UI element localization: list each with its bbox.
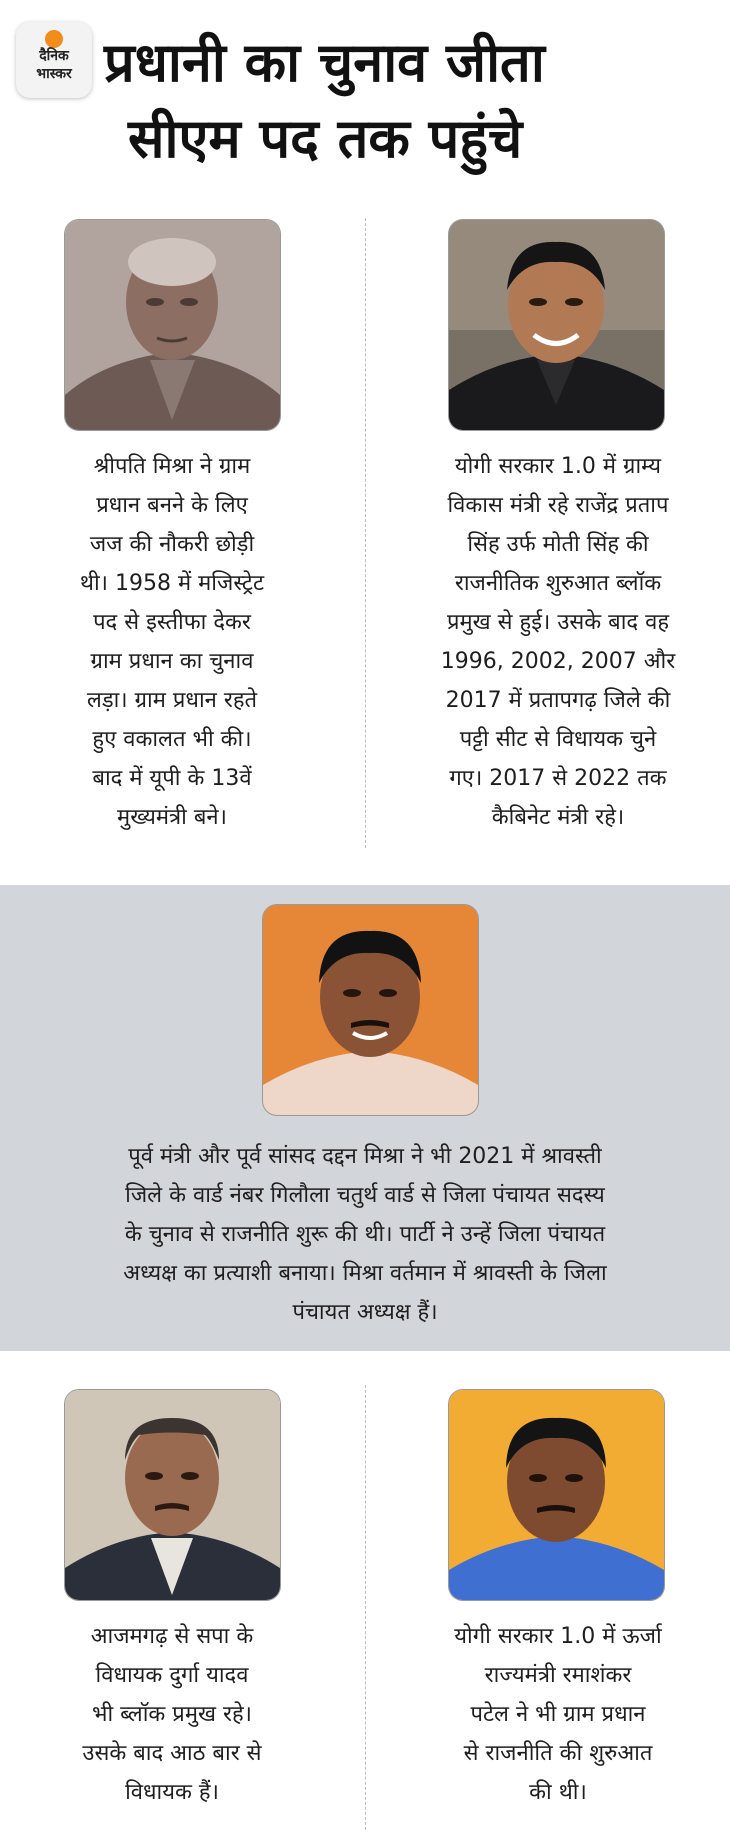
page-title-line1: प्रधानी का चुनाव जीता: [104, 31, 545, 94]
text-line: आजमगढ़ से सपा के: [90, 1624, 254, 1649]
text-line: योगी सरकार 1.0 में ग्राम्य: [454, 454, 662, 479]
text-line: ग्राम प्रधान का चुनाव: [90, 649, 254, 674]
text-line: जिले के वार्ड नंबर गिलौला चतुर्थ वार्ड से जिला पंचायत सदस्य: [125, 1183, 605, 1208]
text-line: हुए वकालत भी की।: [92, 727, 252, 752]
text-line: गए। 2017 से 2022 तक: [449, 766, 667, 791]
person-photo-icon: [263, 905, 478, 1115]
text-line: थी। 1958 में मजिस्ट्रेट: [79, 571, 265, 596]
text-line: पटेल ने भी ग्राम प्रधान: [470, 1702, 646, 1727]
profile-text-daddan-mishra: [18, 1137, 712, 1332]
text-line: से राजनीति की शुरुआत: [463, 1741, 653, 1766]
text-line: प्रमुख से हुई। उसके बाद वह: [446, 610, 669, 635]
text-line: जज की नौकरी छोड़ी: [89, 532, 255, 557]
profile-text-durga-yadav: [38, 1617, 306, 1812]
text-line: मुख्यमंत्री बने।: [117, 805, 227, 830]
portrait-moti-singh: [449, 220, 664, 430]
text-line: श्रीपति मिश्रा ने ग्राम: [93, 454, 251, 479]
person-photo-icon: [449, 1390, 664, 1600]
text-line: कैबिनेट मंत्री रहे।: [491, 805, 625, 830]
profile-text-ramashankar-patel: [398, 1617, 718, 1812]
header: [0, 0, 730, 200]
text-line: पद से इस्तीफा देकर: [93, 610, 251, 635]
text-line: पंचायत अध्यक्ष हैं।: [292, 1300, 438, 1325]
column-divider: [365, 1385, 366, 1830]
portrait-ramashankar-patel: [449, 1390, 664, 1600]
portrait-durga-yadav: [65, 1390, 280, 1600]
text-line: विधायक हैं।: [125, 1780, 219, 1805]
text-line: 1996, 2002, 2007 और: [440, 649, 676, 674]
person-photo-icon: [65, 220, 280, 430]
text-line: राज्यमंत्री रमाशंकर: [484, 1663, 632, 1688]
text-line: विधायक दुर्गा यादव: [95, 1663, 249, 1688]
text-line: उसके बाद आठ बार से: [82, 1741, 262, 1766]
text-line: योगी सरकार 1.0 में ऊर्जा: [454, 1624, 662, 1649]
text-line: पट्टी सीट से विधायक चुने: [459, 727, 657, 752]
column-divider: [365, 218, 366, 848]
text-line: के चुनाव से राजनीति शुरू की थी। पार्टी ने उन्हें जिला पंचायत: [124, 1222, 606, 1247]
page-title-line2: सीएम पद तक पहुंचे: [128, 107, 523, 170]
text-line: पूर्व मंत्री और पूर्व सांसद दद्दन मिश्रा ने भी 2021 में श्रावस्ती: [128, 1144, 602, 1169]
person-photo-icon: [65, 1390, 280, 1600]
logo-text-line2: भास्कर: [36, 66, 72, 82]
portrait-daddan-mishra: [263, 905, 478, 1115]
text-line: सिंह उर्फ मोती सिंह की: [467, 532, 649, 557]
logo-text-line1: दैनिक: [39, 48, 69, 64]
text-line: भी ब्लॉक प्रमुख रहे।: [92, 1702, 252, 1727]
sun-icon: [45, 30, 63, 48]
profile-text-sripati-mishra: [38, 447, 306, 837]
text-line: लड़ा। ग्राम प्रधान रहते: [86, 688, 258, 713]
text-line: विकास मंत्री रहे राजेंद्र प्रताप: [447, 493, 669, 518]
dainik-bhaskar-logo[interactable]: [16, 22, 92, 98]
text-line: की थी।: [529, 1780, 587, 1805]
person-photo-icon: [449, 220, 664, 430]
text-line: प्रधान बनने के लिए: [96, 493, 248, 518]
text-line: राजनीतिक शुरुआत ब्लॉक: [454, 571, 662, 596]
text-line: अध्यक्ष का प्रत्याशी बनाया। मिश्रा वर्तमान में श्रावस्ती के जिला: [123, 1261, 607, 1286]
text-line: 2017 में प्रतापगढ़ जिले की: [445, 688, 671, 713]
profile-text-moti-singh: [398, 447, 718, 837]
portrait-sripati-mishra: [65, 220, 280, 430]
text-line: बाद में यूपी के 13वें: [92, 766, 252, 791]
